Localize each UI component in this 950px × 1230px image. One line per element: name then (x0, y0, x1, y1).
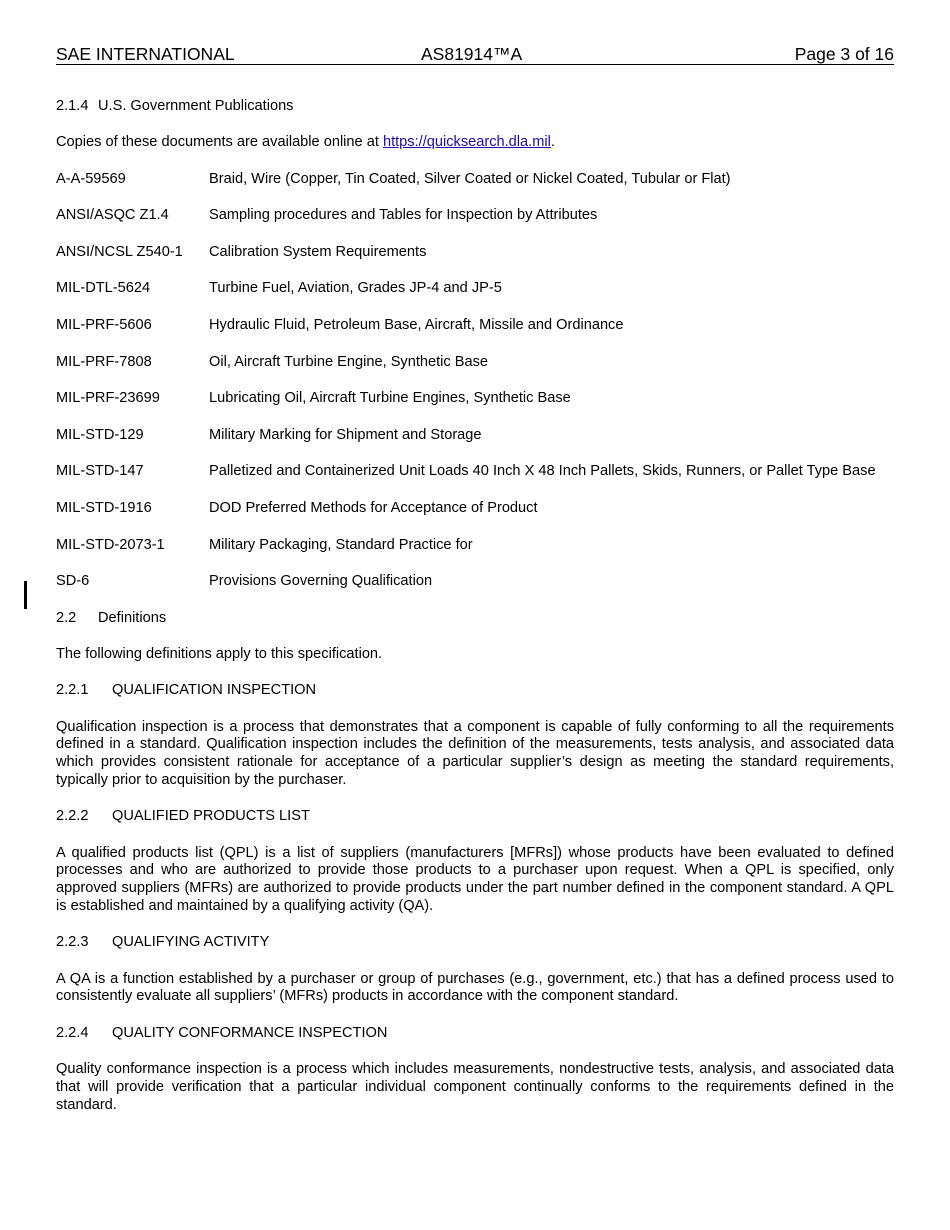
definition-number: 2.2.2 (56, 808, 89, 825)
reference-item (56, 244, 894, 262)
availability-note (56, 134, 894, 152)
reference-code: MIL-STD-2073-1 (56, 536, 165, 553)
definition-text: A QA is a function established by a purchaser or group of purchases (e.g., government, etc.) that has a defined process used to consistently evaluate all suppliers’ (MFRs) products in accordance with the component standard. (56, 970, 894, 1005)
reference-item (56, 390, 894, 408)
definition-title: QUALIFIED PRODUCTS LIST (112, 808, 310, 825)
reference-title: Palletized and Containerized Unit Loads 40 Inch X 48 Inch Pallets, Skids, Runners, or Pallet Type Base (209, 463, 876, 480)
reference-title: Sampling procedures and Tables for Inspection by Attributes (209, 207, 598, 224)
reference-item (56, 171, 894, 189)
definition-heading (56, 1025, 894, 1043)
reference-title: Provisions Governing Qualification (209, 573, 433, 590)
reference-code: MIL-PRF-7808 (56, 353, 152, 370)
reference-code: ANSI/ASQC Z1.4 (56, 207, 169, 224)
reference-title: Military Marking for Shipment and Storage (209, 426, 482, 443)
reference-title: Military Packaging, Standard Practice for (209, 536, 473, 553)
reference-code: SD-6 (56, 573, 90, 590)
reference-title: Turbine Fuel, Aviation, Grades JP-4 and JP-5 (209, 280, 502, 297)
reference-item (56, 280, 894, 298)
definition-text: Quality conformance inspection is a process which includes measurements, nondestructive tests, analysis, and associated data that will provide verification that a particular individual component continually conforms to the requirements defined in the standard. (56, 1060, 894, 1113)
section-title: Definitions (98, 609, 167, 626)
reference-title: Hydraulic Fluid, Petroleum Base, Aircraft, Missile and Ordinance (209, 316, 624, 333)
section-number: 2.1.4 (56, 98, 89, 114)
reference-code: MIL-STD-129 (56, 426, 144, 443)
quicksearch-link[interactable]: https://quicksearch.dla.mil (382, 134, 551, 151)
reference-code: MIL-STD-147 (56, 463, 144, 480)
header-page-number: Page 3 of 16 (794, 44, 894, 64)
definition-text: Qualification inspection is a process that demonstrates that a component is capable of fully conforming to all the requirements defined in a standard. Qualification inspection includes the definition of the measurements, tests analysis, and associated data which provides consistent rationale for acceptance of a particular supplier’s design as meeting the standard requirements, typically prior to acquisition by the purchaser. (56, 718, 894, 789)
definition-number: 2.2.1 (56, 682, 89, 699)
reference-code: MIL-STD-1916 (56, 499, 152, 516)
header-document-number: AS81914™A (421, 44, 523, 64)
reference-title: Braid, Wire (Copper, Tin Coated, Silver Coated or Nickel Coated, Tubular or Flat) (209, 170, 731, 187)
section-heading-2-1-4 (56, 98, 894, 116)
reference-code: MIL-PRF-5606 (56, 316, 152, 333)
header-organization: SAE INTERNATIONAL (56, 44, 235, 64)
reference-code: A-A-59569 (56, 170, 126, 187)
definition-title: QUALIFICATION INSPECTION (112, 682, 317, 699)
reference-item (56, 537, 894, 555)
definition-heading (56, 934, 894, 952)
availability-text: Copies of these documents are available online at (56, 134, 383, 151)
reference-code: MIL-PRF-23699 (56, 390, 160, 407)
definition-heading (56, 682, 894, 700)
reference-item (56, 500, 894, 518)
definition-title: QUALIFYING ACTIVITY (112, 934, 270, 951)
definition-number: 2.2.4 (56, 1024, 89, 1041)
reference-title: Oil, Aircraft Turbine Engine, Synthetic Base (209, 353, 489, 370)
reference-item (56, 463, 894, 481)
reference-code: ANSI/NCSL Z540-1 (56, 243, 183, 260)
section-title: U.S. Government Publications (98, 98, 294, 114)
revision-change-bar (24, 581, 27, 609)
reference-code: MIL-DTL-5624 (56, 280, 151, 297)
reference-item (56, 427, 894, 445)
reference-title: Lubricating Oil, Aircraft Turbine Engines, Synthetic Base (209, 390, 571, 407)
section-heading-2-2 (56, 610, 894, 628)
definition-text: A qualified products list (QPL) is a list of suppliers (manufacturers [MFRs]) whose products have been evaluated to defined processes and who are authorized to provide those products to a purchaser upon request. When a QPL is specified, only approved suppliers (MFRs) are authorized to provide products under the part number defined in the component standard. A QPL is established and maintained by a qualifying activity (QA). (56, 844, 894, 915)
definition-heading (56, 808, 894, 826)
document-body (56, 98, 894, 1133)
reference-title: Calibration System Requirements (209, 243, 427, 260)
reference-item (56, 573, 894, 591)
reference-title: DOD Preferred Methods for Acceptance of Product (209, 499, 538, 516)
definitions-intro: The following definitions apply to this specification. (56, 646, 383, 663)
availability-text-end: . (550, 134, 555, 151)
definition-title: QUALITY CONFORMANCE INSPECTION (112, 1024, 388, 1041)
reference-item (56, 207, 894, 225)
page-header (56, 44, 894, 65)
reference-list (56, 171, 894, 591)
reference-item (56, 317, 894, 335)
reference-item (56, 354, 894, 372)
section-number: 2.2 (56, 609, 77, 626)
definition-number: 2.2.3 (56, 934, 89, 951)
